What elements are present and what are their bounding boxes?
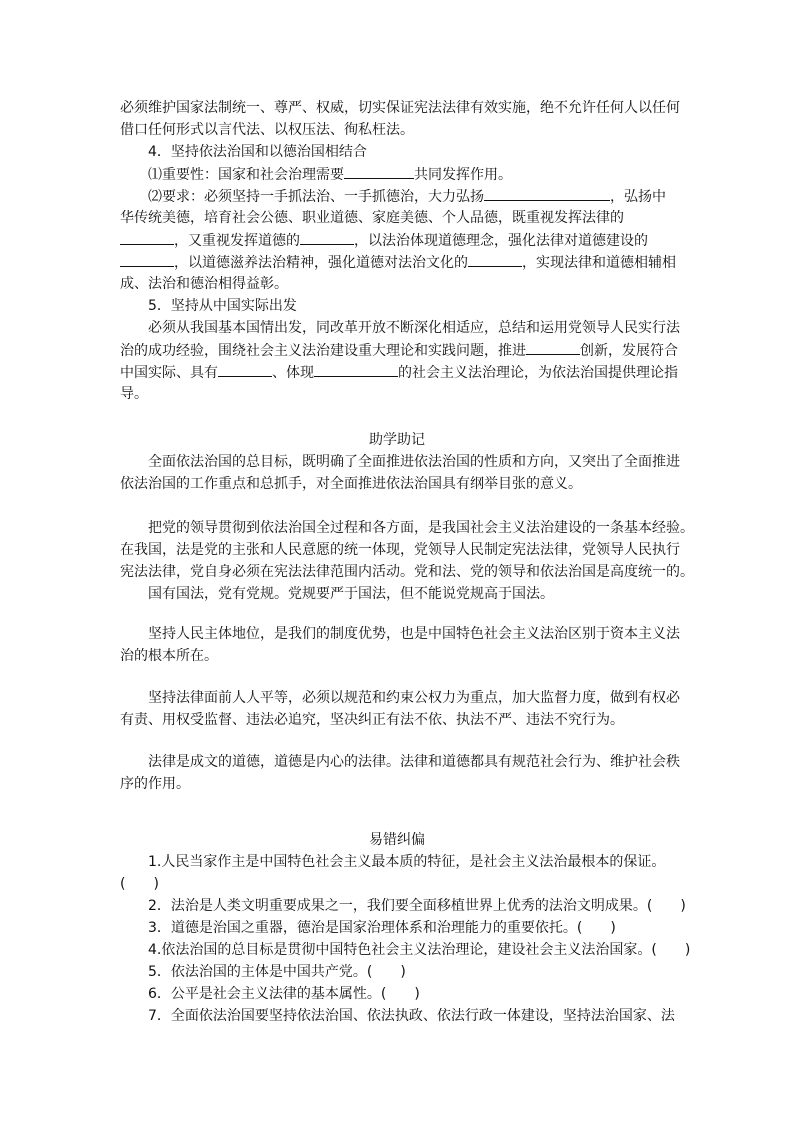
section-title-corrections: 易错纠偏 (369, 832, 425, 848)
text-line: 坚持人民主体地位，是我们的制度优势，也是中国特色社会主义法治区别于资本主义法 (148, 626, 680, 642)
text-line (120, 362, 678, 383)
text-line: 成、法治和德治相得益彰。 (120, 276, 288, 292)
fill-blank[interactable] (468, 252, 522, 267)
text-fragment: ⑴重要性：国家和社会治理需要 (148, 167, 344, 183)
question-7: 7．全面依法治国要坚持依法治国、依法执政、依法行政一体建设，坚持法治国家、法 (148, 1008, 675, 1024)
item-heading-4: 4．坚持依法治国和以德治国相结合 (148, 144, 367, 160)
section-title-study-notes: 助学助记 (369, 432, 425, 448)
text-line: 宪法法律，党自身必须在宪法法律范围内活动。党和法、党的领导和依法治国是高度统一的。 (120, 564, 694, 580)
text-line: 华传统美德，培育社会公德、职业道德、家庭美德、个人品德，既重视发挥法律的 (120, 210, 624, 226)
text-fragment: 共同发挥作用。 (414, 167, 512, 183)
fill-blank[interactable] (120, 252, 174, 267)
text-fragment: 、体现 (272, 365, 314, 381)
text-fragment: ，弘扬中 (610, 189, 666, 205)
text-line: 国有国法，党有党规。党规要严于国法，但不能说党规高于国法。 (148, 586, 554, 602)
question-1: 1.人民当家作主是中国特色社会主义最本质的特征，是社会主义法治最根本的保证。 (148, 854, 666, 870)
item-heading-5: 5．坚持从中国实际出发 (148, 298, 297, 314)
question-4: 4.依法治国的总目标是贯彻中国特色社会主义法治理论，建设社会主义法治国家。( ) (148, 942, 691, 958)
text-line: 全面依法治国的总目标，既明确了全面推进依法治国的性质和方向，又突出了全面推进 (148, 454, 680, 470)
fill-blank[interactable] (526, 340, 580, 355)
question-2: 2．法治是人类文明重要成果之一，我们要全面移植世界上优秀的法治文明成果。( ) (148, 898, 686, 914)
fill-blank[interactable] (218, 362, 272, 377)
text-line: 有责、用权受监督、违法必追究，坚决纠正有法不依、执法不严、违法不究行为。 (120, 712, 624, 728)
text-line (148, 164, 512, 185)
text-line (120, 252, 676, 273)
text-line: 借口任何形式以言代法、以权压法、徇私枉法。 (120, 122, 414, 138)
text-line: 依法治国的工作重点和总抓手，对全面推进依法治国具有纲举目张的意义。 (120, 476, 582, 492)
text-line: 把党的领导贯彻到依法治国全过程和各方面，是我国社会主义法治建设的一条基本经验。 (148, 520, 694, 536)
fill-blank[interactable] (314, 362, 398, 377)
text-line: 治的根本所在。 (120, 648, 218, 664)
question-5: 5．依法治国的主体是中国共产党。( ) (148, 964, 406, 980)
text-line (120, 230, 648, 251)
text-fragment: ，以道德滋养法治精神，强化道德对法治文化的 (174, 255, 468, 271)
text-fragment: 的社会主义法治理论，为依法治国提供理论指 (398, 365, 678, 381)
question-6: 6．公平是社会主义法律的基本属性。( ) (148, 986, 420, 1002)
text-fragment: 中国实际、具有 (120, 365, 218, 381)
text-fragment: ，以法治体现道德理念，强化法律对道德建设的 (354, 233, 648, 249)
text-line: 序的作用。 (120, 776, 190, 792)
text-line: 必须维护国家法制统一、尊严、权威，切实保证宪法法律有效实施，绝不允许任何人以任何 (120, 100, 680, 116)
fill-blank[interactable] (484, 186, 610, 201)
text-line: 必须从我国基本国情出发，同改革开放不断深化相适应，总结和运用党领导人民实行法 (148, 320, 680, 336)
answer-paren[interactable]: ( ) (120, 876, 159, 892)
text-line: 法律是成文的道德，道德是内心的法律。法律和道德都具有规范社会行为、维护社会秩 (148, 754, 680, 770)
text-line: 坚持法律面前人人平等，必须以规范和约束公权力为重点，加大监督力度，做到有权必 (148, 690, 680, 706)
fill-blank[interactable] (120, 230, 174, 245)
fill-blank[interactable] (344, 164, 414, 179)
text-fragment: 创新，发展符合 (580, 343, 678, 359)
fill-blank[interactable] (300, 230, 354, 245)
text-fragment: ⑵要求：必须坚持一手抓法治、一手抓德治，大力弘扬 (148, 189, 484, 205)
text-line: 在我国，法是党的主张和人民意愿的统一体现，党领导人民制定宪法法律，党领导人民执行 (120, 542, 680, 558)
text-fragment: ，又重视发挥道德的 (174, 233, 300, 249)
question-3: 3．道德是治国之重器，德治是国家治理体系和治理能力的重要依托。( ) (148, 920, 616, 936)
text-line: 导。 (120, 386, 148, 402)
text-line (120, 340, 678, 361)
text-fragment: ，实现法律和道德相辅相 (522, 255, 676, 271)
text-fragment: 治的成功经验，围绕社会主义法治建设重大理论和实践问题，推进 (120, 343, 526, 359)
text-line (148, 186, 666, 207)
